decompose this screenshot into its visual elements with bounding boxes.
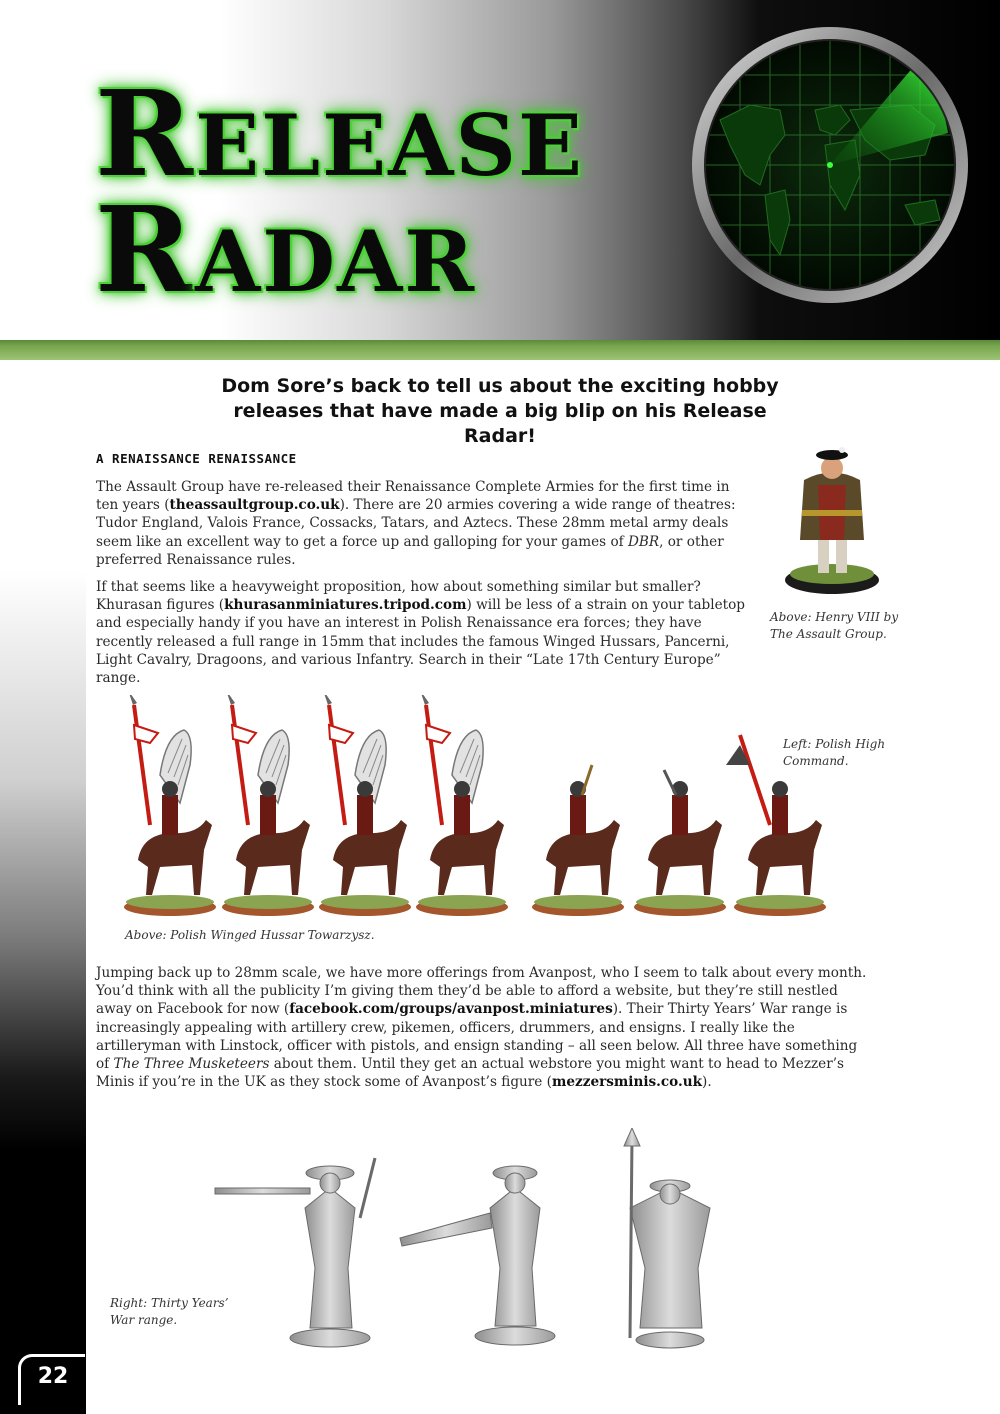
side-gradient-bar (0, 360, 86, 1414)
header-banner (0, 0, 1000, 340)
link-mezzers-minis[interactable]: mezzersminis.co.uk (551, 1074, 703, 1091)
polish-hussar-figures (110, 695, 840, 925)
title-radar: RADAR (95, 180, 477, 319)
green-divider (0, 340, 1000, 360)
title-release: RELEASE (95, 64, 585, 203)
page-number: 22 (18, 1354, 85, 1405)
caption-polish-high-command: Left: Polish High Command. (783, 737, 886, 768)
henry-viii-figure (782, 440, 882, 600)
caption-winged-hussar: Above: Polish Winged Hussar Towarzysz. (125, 928, 375, 942)
radar-icon (690, 25, 970, 305)
thirty-years-war-figures (210, 1128, 730, 1353)
caption-henry-viii: Above: Henry VIII by The Assault Group. (770, 610, 899, 641)
section-heading: A RENAISSANCE RENAISSANCE (96, 451, 297, 466)
link-assault-group[interactable]: theassaultgroup.co.uk (169, 497, 340, 514)
caption-thirty-years-war: Right: Thirty Years’ War range. (110, 1296, 229, 1327)
paragraph-avanpost: Jumping back up to 28mm scale, we have more offerings from Avanpost, who I seem to talk about every month. You’d think with all the publicity I’m giving them they’d be able to afford a website, but they’re still nestled away on Facebook for now (facebook.com/groups/avanpost.miniatures). Their Thirty Years’ War range is increasingly appealing with artillery crew, pikemen, officers, drummers, and ensigns. I really like the artilleryman with Linstock, officer with pistols, and ensign standing – all seen below. All three have something of The Three Musketeers about them. Until they get an actual webstore you might want to head to Mezzer’s Minis if you’re in the UK as they stock some of Avanpost’s figure (mezzersminis.co.uk). (96, 965, 867, 1091)
paragraph-assault-group: The Assault Group have re-released their Renaissance Complete Armies for the first time in ten years (theassaultgroup.co.uk). There are 20 armies covering a wide range of theatres: Tudor England, Valois France, Cossacks, Tatars, and Aztecs. These 28mm metal army deals seem like an excellent way to get a force up and galloping for your games of DBR, or other preferred Renaissance rules. (96, 479, 736, 568)
link-avanpost-facebook[interactable]: facebook.com/groups/avanpost.miniatures (289, 1001, 613, 1018)
link-khurasan[interactable]: khurasanminiatures.tripod.com (224, 597, 467, 614)
paragraph-khurasan: If that seems like a heavyweight proposition, how about something similar but smaller? Khurasan figures (khurasanminiatures.tripod.com) will be less of a strain on your tabletop and especially handy if you have an interest in Polish Renaissance era forces; they have recently released a full range in 15mm that includes the famous Winged Hussars, Pancerni, Light Cavalry, Dragoons, and various Infantry. Search in their “Late 17th Century Europe” range. (96, 579, 745, 687)
intro-standfirst: Dom Sore’s back to tell us about the exciting hobby releases that have made a big blip on his Release Radar! (221, 375, 779, 447)
